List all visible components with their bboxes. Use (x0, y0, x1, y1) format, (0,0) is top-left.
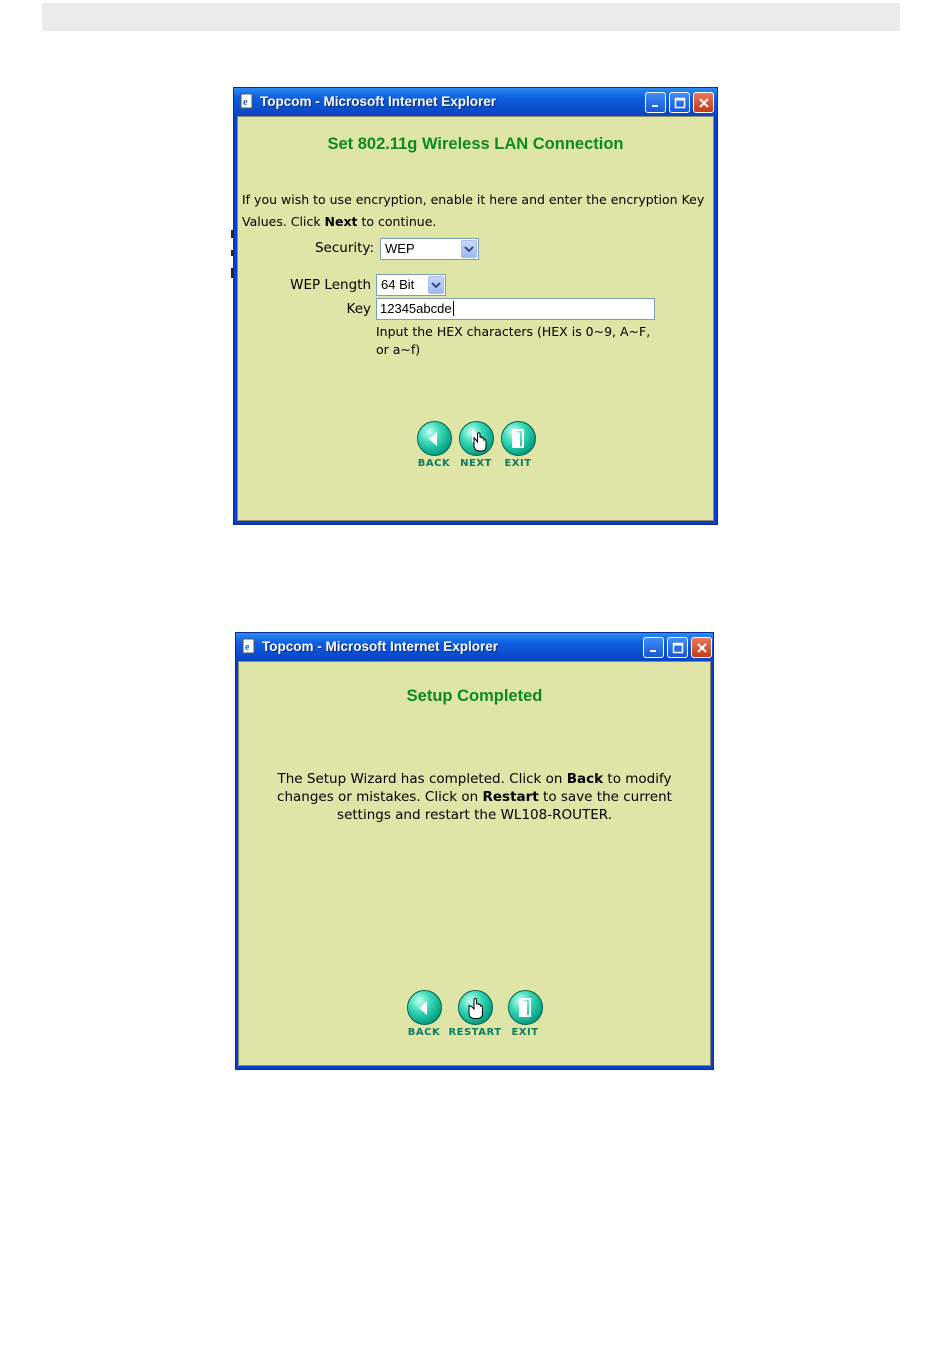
back-arrow-icon (414, 998, 434, 1018)
intro-text (242, 189, 712, 233)
close-button[interactable] (693, 92, 714, 113)
page-header-bar (42, 3, 900, 31)
hint-line-1: Input the HEX characters (HEX is 0~9, A~F, (376, 324, 651, 339)
close-icon (698, 97, 710, 109)
ie-page-icon (241, 638, 257, 654)
ie-page-icon (239, 93, 255, 109)
maximize-button[interactable] (667, 637, 688, 658)
minimize-icon (649, 643, 659, 653)
back-label: BACK (407, 1027, 441, 1038)
hint-line-2: or a~f) (376, 342, 421, 357)
key-input-value: 12345abcde (380, 301, 452, 316)
close-button[interactable] (691, 637, 712, 658)
background-mark (231, 268, 233, 278)
wep-length-select-value: 64 Bit (381, 277, 415, 292)
maximize-icon (674, 97, 686, 109)
svg-text:e: e (243, 97, 248, 108)
page-heading: Set 802.11g Wireless LAN Connection (327, 135, 624, 153)
key-label: Key (346, 301, 371, 317)
restart-button[interactable] (442, 990, 508, 1042)
message-line-2-bold: Restart (482, 789, 539, 805)
svg-text:e: e (245, 642, 250, 653)
key-input[interactable] (376, 298, 655, 320)
message-line-3: settings and restart the WL108-ROUTER. (337, 807, 612, 823)
message-line-1-post: to modify (603, 771, 672, 787)
message-line-1-bold: Back (566, 771, 604, 787)
completion-message (239, 770, 710, 824)
message-line-2-post: to save the current (538, 789, 672, 805)
chevron-down-icon[interactable] (461, 240, 477, 258)
minimize-icon (651, 98, 661, 108)
restart-label: RESTART (448, 1027, 502, 1038)
intro-line-1: If you wish to use encryption, enable it here and enter the encryption Key (242, 192, 705, 207)
next-arrow-icon (464, 426, 488, 452)
exit-button[interactable] (500, 990, 550, 1042)
hex-hint (376, 323, 706, 359)
exit-label: EXIT (504, 458, 532, 469)
minimize-button[interactable] (643, 637, 664, 658)
maximize-icon (672, 642, 684, 654)
intro-line-2-post: to continue. (357, 214, 437, 229)
message-line-2 (239, 788, 710, 806)
page-heading: Setup Completed (406, 687, 543, 705)
ie-window-wireless (233, 87, 718, 525)
back-arrow-icon (424, 429, 444, 449)
close-icon (696, 642, 708, 654)
message-line-1-pre: The Setup Wizard has completed. Click on (277, 771, 567, 787)
background-mark (231, 250, 233, 256)
back-label: BACK (417, 458, 451, 469)
message-line-1 (239, 770, 710, 788)
chevron-down-icon[interactable] (428, 276, 444, 294)
title-bar[interactable] (236, 633, 713, 661)
intro-line-2-pre: Values. Click (242, 214, 325, 229)
intro-line-2 (242, 211, 712, 233)
minimize-button[interactable] (645, 92, 666, 113)
wep-length-select[interactable] (376, 274, 446, 296)
exit-door-icon (508, 428, 528, 450)
wep-length-label: WEP Length (290, 277, 371, 293)
intro-line-2-bold: Next (324, 214, 358, 229)
maximize-button[interactable] (669, 92, 690, 113)
page-content (237, 116, 714, 521)
ie-window-setup-completed (235, 632, 714, 1070)
security-label: Security: (314, 240, 374, 256)
hand-cursor-icon (464, 996, 486, 1020)
security-select-value: WEP (385, 241, 415, 256)
exit-label: EXIT (511, 1027, 539, 1038)
next-label: NEXT (460, 458, 492, 469)
title-bar[interactable] (234, 88, 717, 116)
exit-button[interactable] (493, 421, 543, 473)
message-line-2-pre: changes or mistakes. Click on (277, 789, 483, 805)
exit-door-icon (515, 997, 535, 1019)
page-content (238, 661, 711, 1066)
background-mark (231, 230, 233, 238)
security-select[interactable] (380, 238, 479, 260)
window-title: Topcom - Microsoft Internet Explorer (260, 94, 497, 109)
window-title: Topcom - Microsoft Internet Explorer (262, 639, 499, 654)
